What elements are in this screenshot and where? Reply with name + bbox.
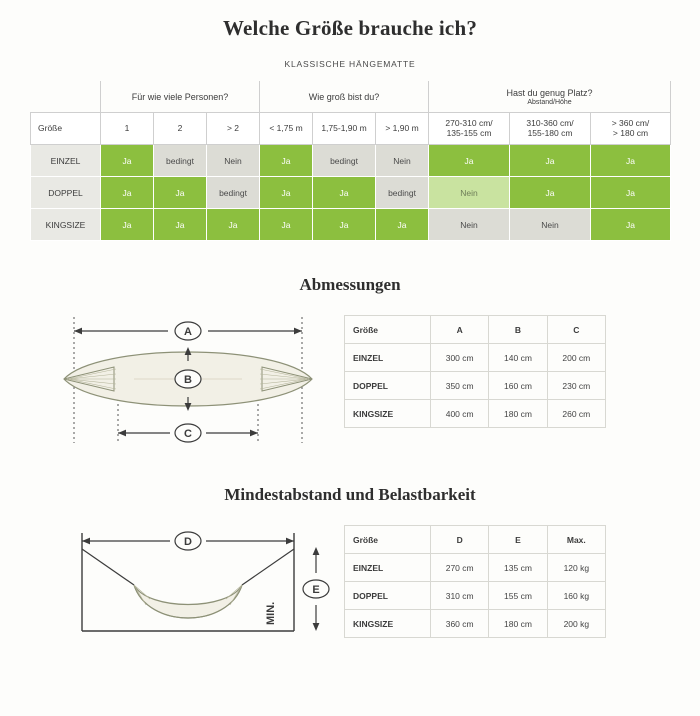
table-row xyxy=(345,554,606,582)
col-head-7-line1: 270-310 cm/ xyxy=(445,118,493,129)
table-row xyxy=(31,177,671,209)
cell-einzel-6: Nein xyxy=(376,145,429,177)
col-head-9-line1: > 360 cm/ xyxy=(611,118,650,129)
section-distance xyxy=(0,485,700,639)
dist-row-einzel-e: 135 cm xyxy=(489,554,547,582)
table-row xyxy=(345,344,606,372)
page-subtitle: KLASSISCHE HÄNGEMATTE xyxy=(284,59,416,69)
dist-row-doppel-e: 155 cm xyxy=(489,582,547,610)
cell-doppel-5: Ja xyxy=(313,177,376,209)
svg-text:D: D xyxy=(184,536,192,548)
dim-header-a: A xyxy=(431,316,489,344)
hammock-dimensions-diagram xyxy=(38,309,338,459)
size-matrix-wrapper xyxy=(30,81,670,241)
table-row xyxy=(345,610,606,638)
min-label: MIN. xyxy=(265,601,277,625)
cell-kingsize-2: Ja xyxy=(154,209,207,241)
dim-row-doppel-label: DOPPEL xyxy=(345,372,431,400)
cell-einzel-3: Nein xyxy=(207,145,260,177)
table-row xyxy=(31,209,671,241)
distance-table-head xyxy=(345,526,606,554)
dim-row-doppel-a: 350 cm xyxy=(431,372,489,400)
cell-kingsize-9: Ja xyxy=(591,209,671,241)
dim-header-b: B xyxy=(489,316,547,344)
matrix-size-header: Größe xyxy=(31,113,101,145)
page-root xyxy=(0,16,700,716)
cell-doppel-9: Ja xyxy=(591,177,671,209)
dist-header-e: E xyxy=(489,526,547,554)
col-head-9 xyxy=(591,113,671,145)
cell-kingsize-5: Ja xyxy=(313,209,376,241)
dist-header-d: D xyxy=(431,526,489,554)
group-header-persons xyxy=(101,81,260,113)
table-row xyxy=(345,526,606,554)
cell-doppel-4: Ja xyxy=(260,177,313,209)
svg-text:B: B xyxy=(184,374,192,386)
dim-row-einzel-a: 300 cm xyxy=(431,344,489,372)
matrix-body xyxy=(31,145,671,241)
table-row xyxy=(345,582,606,610)
cell-kingsize-6: Ja xyxy=(376,209,429,241)
dim-row-doppel-b: 160 cm xyxy=(489,372,547,400)
table-row xyxy=(345,316,606,344)
dist-header-max: Max. xyxy=(547,526,605,554)
section-distance-body xyxy=(0,519,700,639)
dimensions-table-wrapper xyxy=(338,309,700,428)
group-header-height xyxy=(260,81,429,113)
dist-row-doppel-max: 160 kg xyxy=(547,582,605,610)
dim-row-doppel-c: 230 cm xyxy=(547,372,605,400)
dimensions-table-head xyxy=(345,316,606,344)
col-head-5: 1,75-1,90 m xyxy=(313,113,376,145)
cell-doppel-6: bedingt xyxy=(376,177,429,209)
cell-einzel-5: bedingt xyxy=(313,145,376,177)
dim-row-kingsize-b: 180 cm xyxy=(489,400,547,428)
col-head-8-line1: 310-360 cm/ xyxy=(526,118,574,129)
row-label-doppel: DOPPEL xyxy=(31,177,101,209)
cell-einzel-1: Ja xyxy=(101,145,154,177)
dimensions-table-body xyxy=(345,344,606,428)
section-dimensions-title: Abmessungen xyxy=(299,275,401,294)
dim-row-einzel-b: 140 cm xyxy=(489,344,547,372)
cell-kingsize-4: Ja xyxy=(260,209,313,241)
section-dimensions xyxy=(0,275,700,459)
matrix-column-header-row xyxy=(31,113,671,145)
row-label-kingsize: KINGSIZE xyxy=(31,209,101,241)
dist-row-kingsize-e: 180 cm xyxy=(489,610,547,638)
group-header-persons-label: Für wie viele Personen? xyxy=(131,91,229,102)
matrix-head xyxy=(31,81,671,145)
col-head-8-line2: 155-180 cm xyxy=(527,127,573,138)
svg-text:E: E xyxy=(312,584,320,596)
svg-text:A: A xyxy=(184,326,192,338)
dim-row-kingsize-a: 400 cm xyxy=(431,400,489,428)
col-head-6: > 1,90 m xyxy=(376,113,429,145)
dist-row-kingsize-max: 200 kg xyxy=(547,610,605,638)
dist-row-kingsize-label: KINGSIZE xyxy=(345,610,431,638)
distance-table xyxy=(344,525,606,638)
size-matrix-table xyxy=(30,81,671,241)
dist-row-einzel-d: 270 cm xyxy=(431,554,489,582)
page-title: Welche Größe brauche ich? xyxy=(222,16,478,40)
table-row xyxy=(345,400,606,428)
group-header-space-label: Hast du genug Platz? xyxy=(506,87,593,98)
cell-doppel-1: Ja xyxy=(101,177,154,209)
dist-row-einzel-label: EINZEL xyxy=(345,554,431,582)
dim-row-einzel-c: 200 cm xyxy=(547,344,605,372)
cell-einzel-4: Ja xyxy=(260,145,313,177)
cell-kingsize-7: Nein xyxy=(429,209,510,241)
dimensions-table xyxy=(344,315,606,428)
distance-table-wrapper xyxy=(338,519,700,638)
dist-header-size: Größe xyxy=(345,526,431,554)
cell-einzel-2: bedingt xyxy=(154,145,207,177)
matrix-corner-blank xyxy=(31,81,101,113)
cell-kingsize-8: Nein xyxy=(510,209,591,241)
dist-row-kingsize-d: 360 cm xyxy=(431,610,489,638)
hammock-distance-diagram xyxy=(38,519,338,639)
dim-row-einzel-label: EINZEL xyxy=(345,344,431,372)
table-row xyxy=(345,372,606,400)
col-head-8 xyxy=(510,113,591,145)
cell-einzel-8: Ja xyxy=(510,145,591,177)
distance-table-body xyxy=(345,554,606,638)
col-head-9-line2: > 180 cm xyxy=(612,127,649,138)
dim-row-kingsize-label: KINGSIZE xyxy=(345,400,431,428)
cell-einzel-7: Ja xyxy=(429,145,510,177)
dim-header-c: C xyxy=(547,316,605,344)
hammock-diagram-svg xyxy=(38,309,338,459)
row-label-einzel: EINZEL xyxy=(31,145,101,177)
col-head-3: > 2 xyxy=(207,113,260,145)
group-header-space-sublabel: Abstand/Höhe xyxy=(527,98,572,106)
matrix-group-header-row xyxy=(31,81,671,113)
dim-header-size: Größe xyxy=(345,316,431,344)
dist-row-doppel-label: DOPPEL xyxy=(345,582,431,610)
cell-kingsize-3: Ja xyxy=(207,209,260,241)
dim-row-kingsize-c: 260 cm xyxy=(547,400,605,428)
section-distance-title: Mindestabstand und Belastbarkeit xyxy=(224,485,476,504)
col-head-1: 1 xyxy=(101,113,154,145)
group-header-height-label: Wie groß bist du? xyxy=(308,91,380,102)
cell-doppel-7: Nein xyxy=(429,177,510,209)
col-head-4: < 1,75 m xyxy=(260,113,313,145)
table-row xyxy=(31,145,671,177)
cell-einzel-9: Ja xyxy=(591,145,671,177)
dist-row-einzel-max: 120 kg xyxy=(547,554,605,582)
col-head-7-line2: 135-155 cm xyxy=(446,127,492,138)
cell-doppel-2: Ja xyxy=(154,177,207,209)
cell-kingsize-1: Ja xyxy=(101,209,154,241)
cell-doppel-3: bedingt xyxy=(207,177,260,209)
distance-diagram-svg xyxy=(38,519,338,639)
dist-row-doppel-d: 310 cm xyxy=(431,582,489,610)
col-head-2: 2 xyxy=(154,113,207,145)
section-dimensions-body xyxy=(0,309,700,459)
col-head-7 xyxy=(429,113,510,145)
cell-doppel-8: Ja xyxy=(510,177,591,209)
svg-text:C: C xyxy=(184,428,192,440)
group-header-space xyxy=(429,81,671,113)
